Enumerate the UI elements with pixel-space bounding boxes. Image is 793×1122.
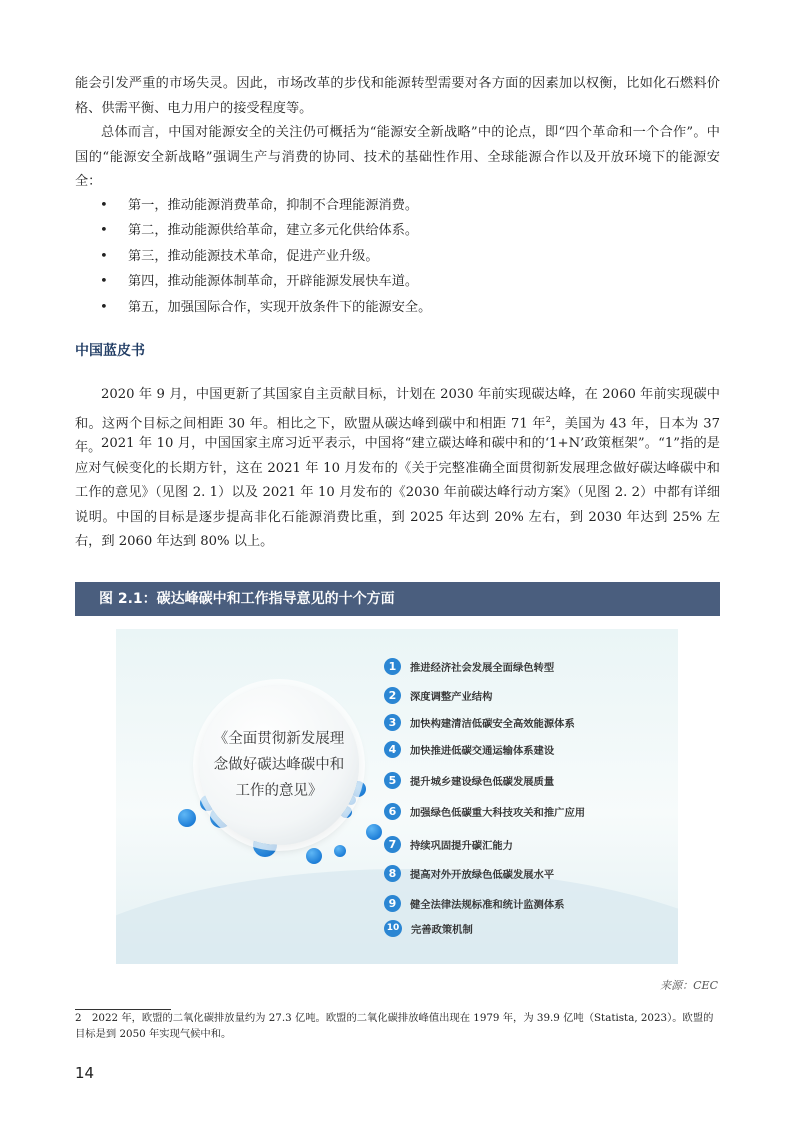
item-number-badge: 6 (384, 803, 401, 820)
item-number-badge: 4 (384, 741, 401, 758)
item-label: 健全法律法规标准和统计监测体系 (410, 898, 565, 911)
item-label: 提升城乡建设绿色低碳发展质量 (410, 775, 555, 788)
list-item: • 第五，加强国际合作，实现开放条件下的能源安全。 (100, 295, 700, 320)
aspect-item-1 (384, 656, 554, 676)
bullet-icon: • (100, 248, 108, 264)
paragraph-2021: 2021 年 10 月，中国国家主席习近平表示，中国将“建立碳达峰和碳中和的‘1+N’政策框架”。“1”指的是应对气候变化的长期方针，这在 2021 年 10 月发布的《关于完整准确全面贯彻新发展理念做好碳达峰碳中和工作的意见》（见图 2. 1）以及 2021 年 10 月发布的《2030 年前碳达峰行动方案》（见图 2. 2）中都有详细说明。中国的目标是逐步提高非化石能源消费比重，到 2025 年达到 20% 左右，到 2030 年达到 25% 左右，到 2060 年达到 80% 以上。 (75, 436, 720, 549)
aspect-item-7 (384, 834, 513, 854)
figure-source: 来源：CEC (660, 979, 718, 992)
section-heading: 中国蓝皮书 (75, 343, 145, 359)
list-item: • 第四，推动能源体制革命，开辟能源发展快车道。 (100, 269, 700, 294)
bullet-icon: • (100, 223, 108, 239)
background-arc (116, 869, 678, 964)
list-item: • 第二，推动能源供给革命，建立多元化供给体系。 (100, 218, 700, 243)
aspect-item-10 (384, 918, 473, 938)
summary-paragraph: 总体而言，中国对能源安全的关注仍可概括为“能源安全新战略”中的论点，即“四个革命和一个合作”。中国的“能源安全新战略”强调生产与消费的协同、技术的基础性作用、全球能源合作以及开放环境下的能源安全： (75, 125, 720, 189)
list-item: • 第一，推动能源消费革命，抑制不合理能源消费。 (100, 193, 700, 218)
bubble-icon (306, 848, 322, 864)
bubble-icon (178, 809, 196, 827)
item-number-badge: 3 (384, 714, 401, 731)
item-label: 推进经济社会发展全面绿色转型 (410, 661, 555, 674)
aspect-item-8 (384, 863, 554, 883)
bubble-icon (334, 845, 346, 857)
item-number-badge: 5 (384, 772, 401, 789)
item-number-badge: 10 (384, 920, 402, 937)
aspect-item-6 (384, 801, 585, 821)
item-label: 提高对外开放绿色低碳发展水平 (410, 868, 555, 881)
figure-diagram (116, 629, 678, 964)
center-circle-text: 《全面贯彻新发展理念做好碳达峰碳中和工作的意见》 (213, 731, 345, 799)
aspect-item-4 (384, 739, 554, 759)
bullet-icon: • (100, 274, 108, 290)
paragraph-2020: 2020 年 9 月，中国更新了其国家自主贡献目标，计划在 2030 年前实现碳达峰，在 2060 年前实现碳中和。这两个目标之间相距 30 年。相比之下，欧盟从碳达峰到碳中和相距 71 年$^2$，美国为 43 年，日本为 37 年。 (75, 387, 720, 456)
center-circle (199, 685, 359, 845)
bullet-list (100, 193, 700, 320)
item-label: 持续巩固提升碳汇能力 (410, 839, 513, 852)
figure-title: 图 2.1：碳达峰碳中和工作指导意见的十个方面 (75, 582, 720, 616)
list-item: • 第三，推动能源技术革命，促进产业升级。 (100, 244, 700, 269)
item-label: 完善政策机制 (411, 923, 473, 936)
aspect-item-9 (384, 893, 564, 913)
item-number-badge: 2 (384, 687, 401, 704)
footnote-ref[interactable]: 2 (545, 414, 551, 424)
footnote: 2 2022 年，欧盟的二氧化碳排放量约为 27.3 亿吨。欧盟的二氧化碳排放峰值出现在 1979 年，为 39.9 亿吨（Statista, 2023）。欧盟的目标是到 2050 年实现气候中和。 (75, 1012, 714, 1040)
item-label: 深度调整产业结构 (410, 690, 493, 703)
bubble-icon (366, 824, 382, 840)
item-number-badge: 8 (384, 865, 401, 882)
page-number: 14 (75, 1064, 95, 1082)
item-number-badge: 1 (384, 658, 401, 675)
item-label: 加快构建清洁低碳安全高效能源体系 (410, 717, 575, 730)
footnote-divider (75, 1009, 171, 1010)
aspect-item-2 (384, 685, 492, 705)
item-number-badge: 7 (384, 836, 401, 853)
aspect-item-5 (384, 770, 554, 790)
item-label: 加快推进低碳交通运输体系建设 (410, 744, 555, 757)
aspect-item-3 (384, 712, 575, 732)
bullet-icon: • (100, 198, 108, 213)
item-number-badge: 9 (384, 895, 401, 912)
intro-paragraph: 能会引发严重的市场失灵。因此，市场改革的步伐和能源转型需要对各方面的因素加以权衡，比如化石燃料价格、供需平衡、电力用户的接受程度等。 (75, 76, 720, 116)
item-label: 加强绿色低碳重大科技攻关和推广应用 (410, 806, 586, 819)
bullet-icon: • (100, 299, 108, 315)
